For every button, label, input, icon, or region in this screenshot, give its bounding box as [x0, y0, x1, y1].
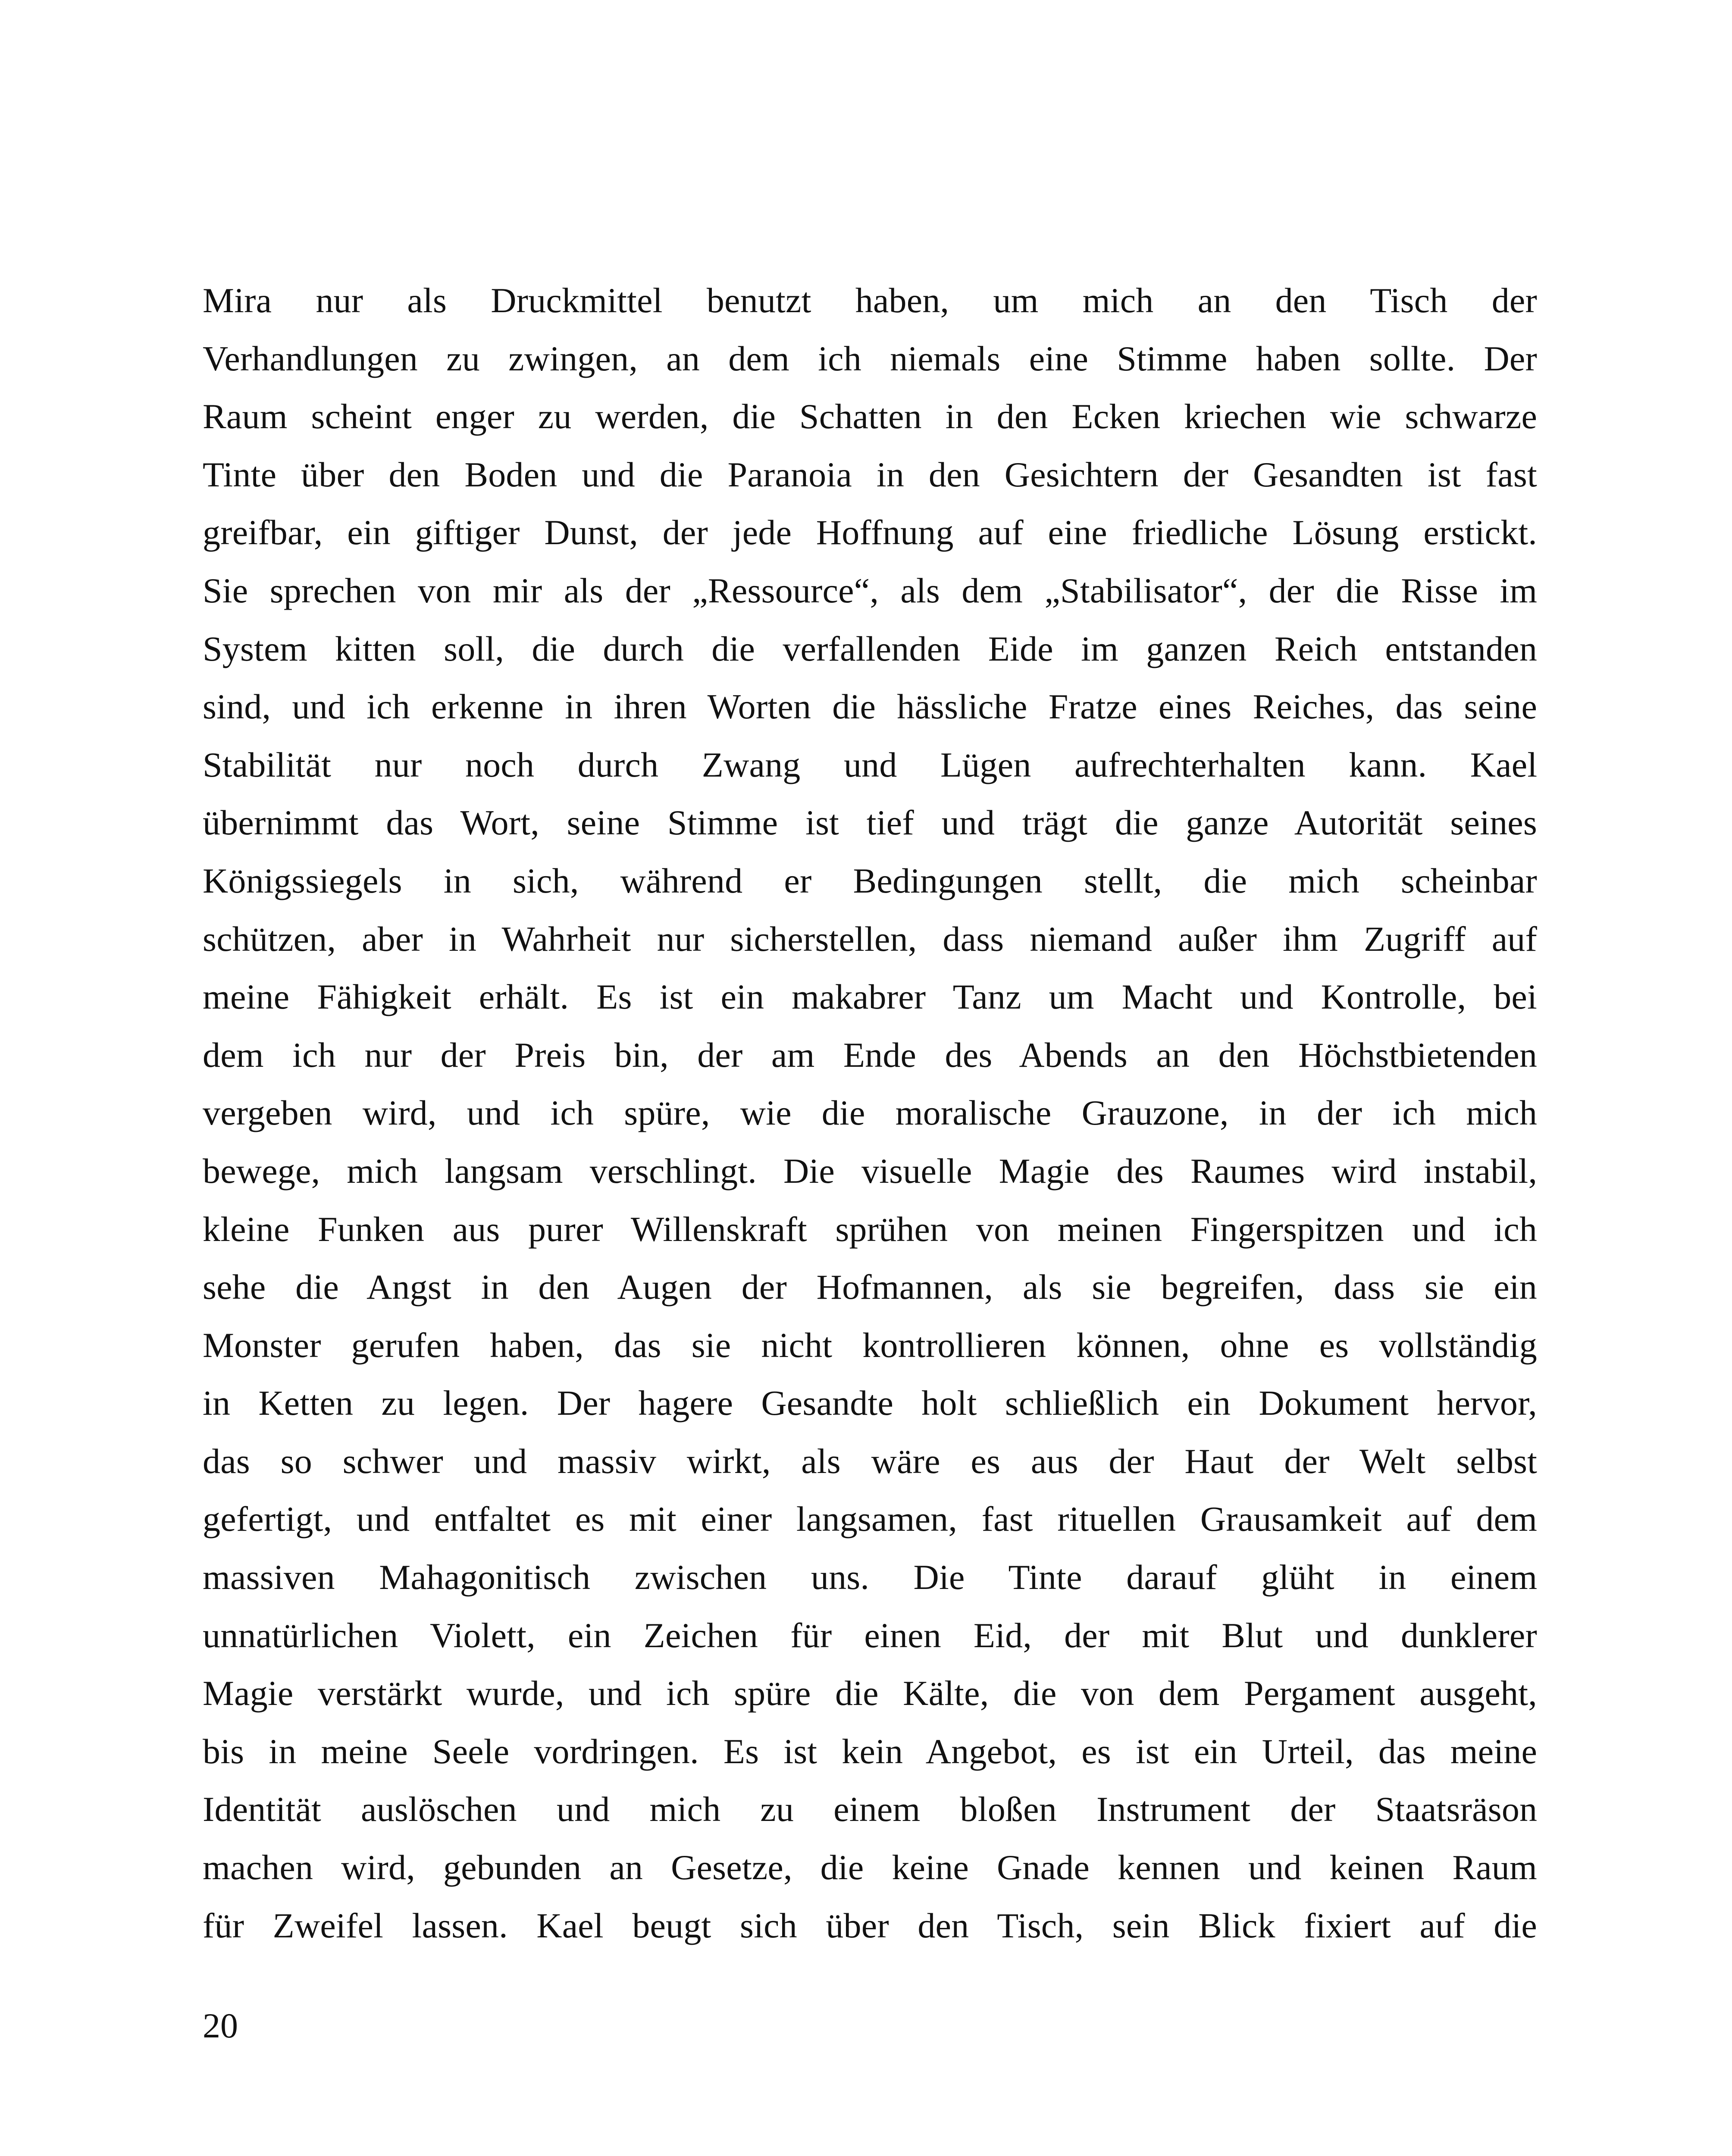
text-line: Königssiegels in sich, während er Bedingungen stellt, die mich scheinbar: [203, 861, 1537, 900]
text-line: System kitten soll, die durch die verfallenden Eide im ganzen Reich entstanden: [203, 629, 1537, 668]
text-line: Monster gerufen haben, das sie nicht kontrollieren können, ohne es vollständig: [203, 1325, 1537, 1365]
text-line: schützen, aber in Wahrheit nur sicherstellen, dass niemand außer ihm Zugriff auf: [203, 919, 1537, 959]
text-line: in Ketten zu legen. Der hagere Gesandte holt schließlich ein Dokument hervor,: [203, 1383, 1537, 1423]
body-text: [203, 272, 1537, 1955]
page-number: 20: [203, 2006, 238, 2045]
text-line: für Zweifel lassen. Kael beugt sich über den Tisch, sein Blick fixiert auf die: [203, 1905, 1537, 1945]
text-line: bewege, mich langsam verschlingt. Die visuelle Magie des Raumes wird instabil,: [203, 1151, 1537, 1191]
text-line: massiven Mahagonitisch zwischen uns. Die Tinte darauf glüht in einem: [203, 1557, 1537, 1597]
text-line: Sie sprechen von mir als der „Ressource“, als dem „Stabilisator“, der die Risse im: [203, 570, 1537, 610]
text-line: dem ich nur der Preis bin, der am Ende des Abends an den Höchstbietenden: [203, 1035, 1537, 1075]
text-line: Raum scheint enger zu werden, die Schatten in den Ecken kriechen wie schwarze: [203, 397, 1537, 436]
text-line: meine Fähigkeit erhält. Es ist ein makabrer Tanz um Macht und Kontrolle, bei: [203, 977, 1537, 1017]
text-line: Verhandlungen zu zwingen, an dem ich niemals eine Stimme haben sollte. Der: [203, 338, 1537, 378]
text-line: übernimmt das Wort, seine Stimme ist tief und trägt die ganze Autorität seines: [203, 803, 1537, 843]
text-line: Identität auslöschen und mich zu einem bloßen Instrument der Staatsräson: [203, 1789, 1537, 1829]
text-line: vergeben wird, und ich spüre, wie die moralische Grauzone, in der ich mich: [203, 1093, 1537, 1133]
text-line: gefertigt, und entfaltet es mit einer langsamen, fast rituellen Grausamkeit auf dem: [203, 1499, 1537, 1539]
text-line: kleine Funken aus purer Willenskraft sprühen von meinen Fingerspitzen und ich: [203, 1209, 1537, 1249]
text-line: sehe die Angst in den Augen der Hofmannen, als sie begreifen, dass sie ein: [203, 1267, 1537, 1307]
text-line: unnatürlichen Violett, ein Zeichen für einen Eid, der mit Blut und dunklerer: [203, 1615, 1537, 1655]
text-line: sind, und ich erkenne in ihren Worten die hässliche Fratze eines Reiches, das seine: [203, 687, 1537, 727]
text-line: das so schwer und massiv wirkt, als wäre es aus der Haut der Welt selbst: [203, 1441, 1537, 1481]
text-line: Stabilität nur noch durch Zwang und Lügen aufrechterhalten kann. Kael: [203, 745, 1537, 784]
text-line: machen wird, gebunden an Gesetze, die keine Gnade kennen und keinen Raum: [203, 1848, 1537, 1887]
text-line: Tinte über den Boden und die Paranoia in den Gesichtern der Gesandten ist fast: [203, 454, 1537, 494]
text-line: Mira nur als Druckmittel benutzt haben, um mich an den Tisch der: [203, 281, 1537, 320]
text-line: Magie verstärkt wurde, und ich spüre die Kälte, die von dem Pergament ausgeht,: [203, 1673, 1537, 1713]
text-line: bis in meine Seele vordringen. Es ist kein Angebot, es ist ein Urteil, das meine: [203, 1731, 1537, 1771]
text-line: greifbar, ein giftiger Dunst, der jede Hoffnung auf eine friedliche Lösung erstickt.: [203, 513, 1537, 552]
